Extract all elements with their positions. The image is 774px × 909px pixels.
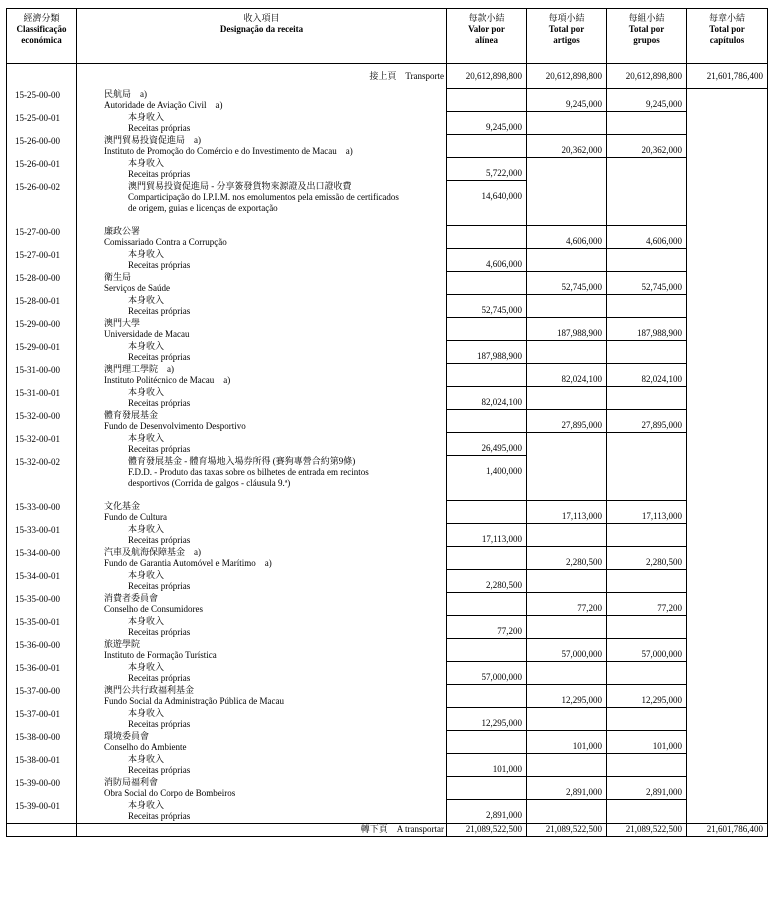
row-label-zh: 文化基金 (104, 500, 141, 511)
row-value-v2 (447, 364, 527, 387)
row-value-v4: 77,200 (607, 593, 687, 616)
row-code: 15-37-00-01 (7, 708, 77, 731)
transport-in-alinea: 20,612,898,800 (447, 64, 527, 89)
table-row-sub (7, 616, 768, 639)
row-value-v5 (687, 731, 768, 754)
row-value-v4: 2,891,000 (607, 777, 687, 800)
row-value-v3 (527, 800, 607, 824)
transport-in-grupos: 20,612,898,800 (607, 64, 687, 89)
row-value-v5 (687, 387, 768, 410)
row-label-zh: 澳門貿易投資促進局 - 分享簽發貨物來源證及出口證收費 (128, 180, 352, 191)
row-label-zh: 旅遊學院 (104, 638, 141, 649)
table-row-sub (7, 754, 768, 777)
row-value-v2: 5,722,000 (447, 158, 527, 181)
row-label-zh: 本身收入 (128, 248, 165, 259)
row-label-pt: Obra Social do Corpo de Bombeiros (104, 787, 236, 798)
row-code: 15-29-00-00 (7, 318, 77, 341)
row-label-pt: Conselho do Ambiente (104, 741, 187, 752)
row-value-v5 (687, 800, 768, 824)
row-value-v4 (607, 708, 687, 731)
row-designation (77, 593, 447, 616)
row-value-v4: 17,113,000 (607, 501, 687, 524)
row-label-zh: 本身收入 (128, 799, 165, 810)
transport-out-alinea: 21,089,522,500 (447, 823, 527, 836)
table-row-sub (7, 708, 768, 731)
row-label-zh: 體育發展基金 (104, 409, 159, 420)
row-code: 15-39-00-01 (7, 800, 77, 824)
row-value-v2 (447, 318, 527, 341)
row-designation (77, 112, 447, 135)
row-code: 15-35-00-01 (7, 616, 77, 639)
transport-out-grupos: 21,089,522,500 (607, 823, 687, 836)
row-code: 15-36-00-01 (7, 662, 77, 685)
row-label-zh: 本身收入 (128, 569, 165, 580)
row-label-pt: Receitas próprias (128, 810, 191, 821)
row-label-zh: 澳門理工學院 a) (104, 363, 174, 374)
row-value-v4: 4,606,000 (607, 226, 687, 249)
row-label-zh: 消防局福利會 (104, 776, 159, 787)
row-designation (77, 547, 447, 570)
row-value-v4 (607, 433, 687, 456)
row-value-v3: 27,895,000 (527, 410, 607, 433)
row-value-v3 (527, 249, 607, 272)
row-designation (77, 639, 447, 662)
row-value-v4 (607, 570, 687, 593)
table-row-sub (7, 662, 768, 685)
row-label-zh: 廉政公署 (104, 225, 141, 236)
table-row-item (7, 685, 768, 708)
row-value-v2 (447, 501, 527, 524)
row-value-v3: 9,245,000 (527, 89, 607, 112)
row-value-v4: 9,245,000 (607, 89, 687, 112)
row-label-pt: Receitas próprias (128, 443, 191, 454)
row-value-v4 (607, 387, 687, 410)
table-row-sub (7, 341, 768, 364)
row-designation (77, 524, 447, 547)
table-row-sub (7, 800, 768, 824)
table-row-item (7, 547, 768, 570)
row-value-v5 (687, 456, 768, 501)
row-label-pt: Comissariado Contra a Corrupção (104, 236, 227, 247)
row-value-v3 (527, 181, 607, 226)
row-value-v4 (607, 754, 687, 777)
table-row-item (7, 777, 768, 800)
row-code: 15-27-00-01 (7, 249, 77, 272)
row-designation (77, 777, 447, 800)
row-value-v5 (687, 708, 768, 731)
row-value-v3: 2,280,500 (527, 547, 607, 570)
row-value-v4: 187,988,900 (607, 318, 687, 341)
header-artigos: 每項小結 Total por artigos (527, 9, 607, 64)
header-classification: 經濟分類 Classificação económica (7, 9, 77, 64)
row-label-zh: 本身收入 (128, 340, 165, 351)
row-designation (77, 410, 447, 433)
row-value-v5 (687, 777, 768, 800)
row-value-v4 (607, 341, 687, 364)
row-label-pt: Instituto de Promoção do Comércio e do Investimento de Macau a) (104, 145, 353, 156)
row-designation (77, 318, 447, 341)
row-designation (77, 433, 447, 456)
row-value-v2 (447, 685, 527, 708)
row-value-v3: 12,295,000 (527, 685, 607, 708)
table-row-sub (7, 181, 768, 226)
row-label-pt: Serviços de Saúde (104, 282, 170, 293)
row-value-v5 (687, 639, 768, 662)
row-value-v5 (687, 524, 768, 547)
row-label-pt: Universidade de Macau (104, 328, 190, 339)
row-code: 15-27-00-00 (7, 226, 77, 249)
header-designation: 收入項目 Designação da receita (77, 9, 447, 64)
row-label-pt: F.D.D. - Produto das taxas sobre os bilhetes de entrada em recintos (128, 466, 369, 477)
row-label-zh: 澳門貿易投資促進局 a) (104, 134, 201, 145)
row-value-v4: 82,024,100 (607, 364, 687, 387)
row-value-v2: 14,640,000 (447, 181, 527, 226)
row-value-v4: 12,295,000 (607, 685, 687, 708)
row-code: 15-26-00-02 (7, 181, 77, 226)
table-row-sub (7, 433, 768, 456)
table-row-item (7, 593, 768, 616)
row-value-v4: 57,000,000 (607, 639, 687, 662)
row-label-pt: Receitas próprias (128, 351, 191, 362)
row-value-v5 (687, 410, 768, 433)
row-value-v4 (607, 524, 687, 547)
row-value-v2: 4,606,000 (447, 249, 527, 272)
row-value-v3 (527, 387, 607, 410)
row-value-v5 (687, 226, 768, 249)
row-label-pt: Receitas próprias (128, 764, 191, 775)
row-code: 15-38-00-01 (7, 754, 77, 777)
table-row-item (7, 318, 768, 341)
row-value-v3: 77,200 (527, 593, 607, 616)
row-value-v3: 17,113,000 (527, 501, 607, 524)
row-code: 15-38-00-00 (7, 731, 77, 754)
row-value-v4: 52,745,000 (607, 272, 687, 295)
row-value-v3 (527, 754, 607, 777)
row-value-v3 (527, 456, 607, 501)
row-value-v3 (527, 616, 607, 639)
transport-in-artigos: 20,612,898,800 (527, 64, 607, 89)
row-value-v5 (687, 662, 768, 685)
row-value-v3: 82,024,100 (527, 364, 607, 387)
row-code: 15-32-00-02 (7, 456, 77, 501)
row-code: 15-33-00-01 (7, 524, 77, 547)
row-code: 15-32-00-01 (7, 433, 77, 456)
row-value-v5 (687, 433, 768, 456)
row-label-zh: 衛生局 (104, 271, 132, 282)
row-value-v2: 2,891,000 (447, 800, 527, 824)
row-value-v3: 2,891,000 (527, 777, 607, 800)
row-label-pt: Receitas próprias (128, 718, 191, 729)
row-label-pt: Instituto Politécnico de Macau a) (104, 374, 231, 385)
row-designation (77, 249, 447, 272)
row-designation (77, 501, 447, 524)
row-value-v5 (687, 616, 768, 639)
row-value-v3 (527, 295, 607, 318)
row-label-pt: Conselho de Consumidores (104, 603, 203, 614)
row-value-v5 (687, 501, 768, 524)
row-value-v2 (447, 639, 527, 662)
header-alinea: 每款小結 Valor por alínea (447, 9, 527, 64)
table-row-sub (7, 112, 768, 135)
row-designation (77, 295, 447, 318)
row-designation (77, 341, 447, 364)
row-label-zh: 本身收入 (128, 157, 165, 168)
row-label-zh: 澳門公共行政福利基金 (104, 684, 195, 695)
row-label-zh: 本身收入 (128, 661, 165, 672)
row-value-v2 (447, 593, 527, 616)
row-value-v2: 2,280,500 (447, 570, 527, 593)
row-value-v4 (607, 158, 687, 181)
row-label-pt: Autoridade de Aviação Civil a) (104, 99, 223, 110)
row-value-v5 (687, 754, 768, 777)
row-value-v2: 26,495,000 (447, 433, 527, 456)
header-capitulos: 每章小結 Total por capítulos (687, 9, 768, 64)
row-label-pt: Fundo de Cultura (104, 511, 167, 522)
row-code: 15-26-00-01 (7, 158, 77, 181)
table-row-sub (7, 387, 768, 410)
row-designation (77, 754, 447, 777)
row-value-v2: 101,000 (447, 754, 527, 777)
row-designation (77, 272, 447, 295)
row-value-v3 (527, 112, 607, 135)
row-code: 15-28-00-01 (7, 295, 77, 318)
row-value-v3 (527, 662, 607, 685)
row-code: 15-35-00-00 (7, 593, 77, 616)
row-value-v2: 17,113,000 (447, 524, 527, 547)
row-code: 15-29-00-01 (7, 341, 77, 364)
row-value-v5 (687, 135, 768, 158)
row-label-zh: 體育發展基金 - 體育場地入場券所得 (賽狗專營合約第9條) (128, 455, 356, 466)
table-row-item (7, 501, 768, 524)
transport-out-artigos: 21,089,522,500 (527, 823, 607, 836)
table-row-item (7, 410, 768, 433)
row-designation (77, 135, 447, 158)
row-designation (77, 708, 447, 731)
row-value-v4 (607, 800, 687, 824)
row-value-v4: 2,280,500 (607, 547, 687, 570)
table-row-item (7, 135, 768, 158)
row-value-v2 (447, 777, 527, 800)
row-value-v5 (687, 158, 768, 181)
table-row-item (7, 89, 768, 112)
row-value-v4 (607, 249, 687, 272)
row-value-v5 (687, 341, 768, 364)
row-value-v3: 20,362,000 (527, 135, 607, 158)
row-value-v4 (607, 295, 687, 318)
row-value-v5 (687, 318, 768, 341)
row-value-v2: 9,245,000 (447, 112, 527, 135)
row-value-v4 (607, 616, 687, 639)
row-value-v3: 101,000 (527, 731, 607, 754)
row-code: 15-25-00-00 (7, 89, 77, 112)
row-label-zh: 本身收入 (128, 386, 165, 397)
row-label-zh: 本身收入 (128, 707, 165, 718)
row-value-v5 (687, 112, 768, 135)
row-label-pt: Receitas próprias (128, 397, 191, 408)
row-code: 15-39-00-00 (7, 777, 77, 800)
row-label-zh: 本身收入 (128, 432, 165, 443)
row-label-zh: 本身收入 (128, 111, 165, 122)
row-value-v2: 77,200 (447, 616, 527, 639)
row-value-v3 (527, 341, 607, 364)
row-label-pt: Fundo de Desenvolvimento Desportivo (104, 420, 246, 431)
row-value-v2: 12,295,000 (447, 708, 527, 731)
row-value-v5 (687, 685, 768, 708)
table-row-item (7, 226, 768, 249)
row-value-v4 (607, 456, 687, 501)
row-value-v4 (607, 112, 687, 135)
row-code: 15-28-00-00 (7, 272, 77, 295)
row-value-v2 (447, 731, 527, 754)
row-value-v5 (687, 272, 768, 295)
row-label-zh: 本身收入 (128, 615, 165, 626)
row-code: 15-26-00-00 (7, 135, 77, 158)
transport-out-capitulos: 21,601,786,400 (687, 823, 768, 836)
row-value-v5 (687, 181, 768, 226)
row-label-zh: 環境委員會 (104, 730, 150, 741)
row-label-zh: 汽車及航海保障基金 a) (104, 546, 201, 557)
row-value-v3 (527, 524, 607, 547)
transport-out-row (7, 823, 768, 836)
row-code: 15-31-00-00 (7, 364, 77, 387)
row-label-pt: Receitas próprias (128, 580, 191, 591)
row-value-v3 (527, 570, 607, 593)
table-row-sub (7, 249, 768, 272)
table-row-item (7, 364, 768, 387)
row-code: 15-31-00-01 (7, 387, 77, 410)
table-row-item (7, 272, 768, 295)
row-designation (77, 364, 447, 387)
row-label-pt: Receitas próprias (128, 626, 191, 637)
row-value-v4 (607, 181, 687, 226)
row-label-zh: 澳門大學 (104, 317, 141, 328)
transport-in-capitulos: 21,601,786,400 (687, 64, 768, 89)
row-designation (77, 616, 447, 639)
table-row-sub (7, 295, 768, 318)
row-label-pt: Receitas próprias (128, 534, 191, 545)
row-designation (77, 226, 447, 249)
row-value-v2: 187,988,900 (447, 341, 527, 364)
row-value-v2 (447, 547, 527, 570)
header-grupos: 每組小結 Total por grupos (607, 9, 687, 64)
row-value-v4: 101,000 (607, 731, 687, 754)
row-label-pt: Receitas próprias (128, 305, 191, 316)
row-label-pt: Receitas próprias (128, 259, 191, 270)
row-designation (77, 800, 447, 824)
row-label-zh: 民航局 a) (104, 88, 147, 99)
row-value-v2: 1,400,000 (447, 456, 527, 501)
row-value-v4: 20,362,000 (607, 135, 687, 158)
table-row-item (7, 731, 768, 754)
row-label-pt: Receitas próprias (128, 168, 191, 179)
row-value-v3 (527, 433, 607, 456)
row-label-pt: Fundo Social da Administração Pública de Macau (104, 695, 284, 706)
row-value-v3: 57,000,000 (527, 639, 607, 662)
row-label-pt: Comparticipação do I.P.I.M. nos emolumentos pela emissão de certificados (128, 191, 399, 202)
row-designation (77, 456, 447, 501)
row-label-zh: 本身收入 (128, 753, 165, 764)
row-code: 15-37-00-00 (7, 685, 77, 708)
row-value-v3 (527, 708, 607, 731)
row-value-v5 (687, 593, 768, 616)
row-label-zh: 本身收入 (128, 294, 165, 305)
row-code: 15-25-00-01 (7, 112, 77, 135)
row-label-pt: Receitas próprias (128, 122, 191, 133)
table-row-sub (7, 524, 768, 547)
row-value-v5 (687, 295, 768, 318)
row-code: 15-33-00-00 (7, 501, 77, 524)
row-value-v5 (687, 249, 768, 272)
row-value-v5 (687, 570, 768, 593)
row-label-pt: Fundo de Garantia Automóvel e Marítimo a) (104, 557, 272, 568)
transport-in-label: 接上頁 Transporte (77, 64, 447, 89)
transport-in-row (7, 64, 768, 89)
table-row-sub (7, 158, 768, 181)
row-value-v5 (687, 89, 768, 112)
table-row-sub (7, 570, 768, 593)
row-designation (77, 731, 447, 754)
row-code: 15-34-00-01 (7, 570, 77, 593)
row-label-pt: Instituto de Formação Turística (104, 649, 217, 660)
row-designation (77, 181, 447, 226)
revenue-table (6, 8, 768, 837)
row-designation (77, 685, 447, 708)
row-designation (77, 89, 447, 112)
row-value-v3: 4,606,000 (527, 226, 607, 249)
row-value-v2 (447, 135, 527, 158)
row-value-v3: 187,988,900 (527, 318, 607, 341)
row-designation (77, 662, 447, 685)
row-value-v2 (447, 226, 527, 249)
transport-out-label: 轉下頁 A transportar (77, 823, 447, 836)
row-value-v2 (447, 89, 527, 112)
table-row-sub (7, 456, 768, 501)
row-code: 15-36-00-00 (7, 639, 77, 662)
row-value-v4: 27,895,000 (607, 410, 687, 433)
row-code: 15-34-00-00 (7, 547, 77, 570)
row-label-zh: 消費者委員會 (104, 592, 159, 603)
row-designation (77, 570, 447, 593)
row-value-v5 (687, 364, 768, 387)
row-designation (77, 158, 447, 181)
row-value-v2 (447, 272, 527, 295)
table-row-item (7, 639, 768, 662)
row-value-v3: 52,745,000 (527, 272, 607, 295)
row-label-pt-cont: desportivos (Corrida de galgos - cláusula 9.ª) (128, 477, 291, 488)
row-label-pt: Receitas próprias (128, 672, 191, 683)
row-value-v2 (447, 410, 527, 433)
row-code: 15-32-00-00 (7, 410, 77, 433)
row-value-v3 (527, 158, 607, 181)
header-row (7, 9, 768, 64)
row-value-v5 (687, 547, 768, 570)
row-label-zh: 本身收入 (128, 523, 165, 534)
row-designation (77, 387, 447, 410)
row-value-v2: 57,000,000 (447, 662, 527, 685)
row-value-v4 (607, 662, 687, 685)
row-value-v2: 52,745,000 (447, 295, 527, 318)
row-label-pt-cont: de origem, guias e licenças de exportação (128, 202, 278, 213)
row-value-v2: 82,024,100 (447, 387, 527, 410)
